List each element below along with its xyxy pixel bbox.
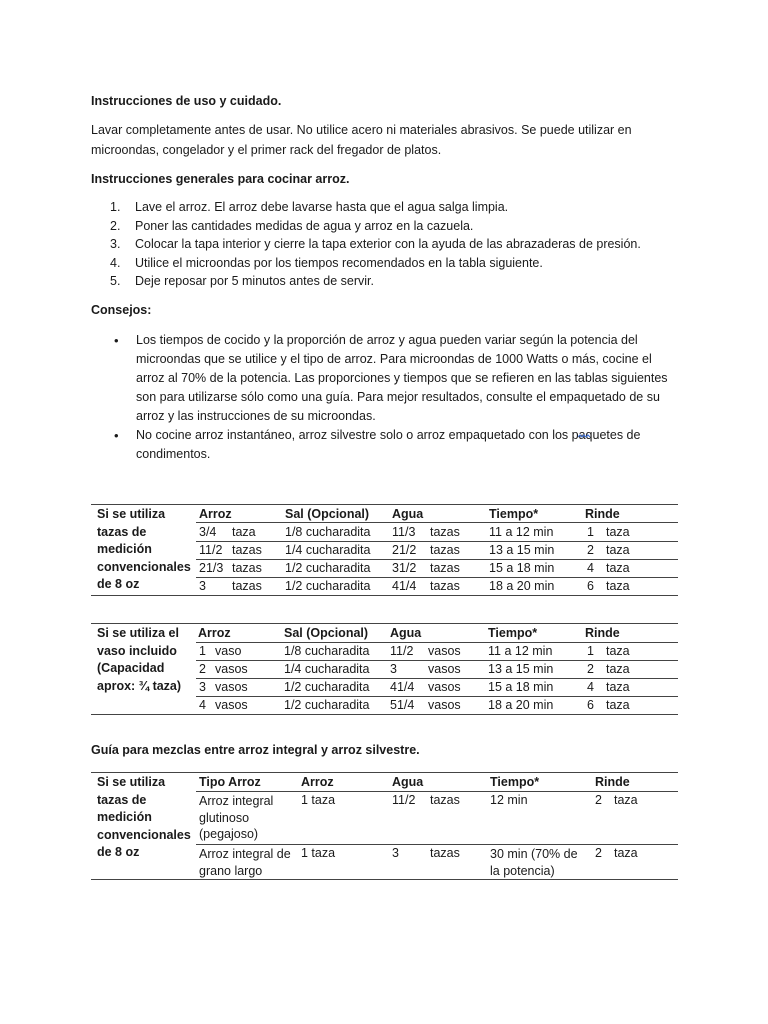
table-cell: vasos (215, 662, 248, 676)
table-cell: 2 (199, 662, 206, 676)
column-header: Rinde (595, 775, 630, 789)
list-item: • Los tiempos de cocido y la proporción de arroz y agua pueden variar según la potencia del microondas que se utilice y el tipo de arroz. Para microondas de 1000 Watts o más, cocine el arroz al 70% de la potencia. Las proporciones y tiempos que se refieren en las tablas siguientes son para utilizarse sólo como una guía. Para mejor resultados, consulte el empaquetado de su arroz y las instrucciones de su microondas. (114, 333, 668, 423)
table-cell: taza (232, 525, 256, 539)
table-cell: taza (606, 644, 630, 658)
rice-mix-table (91, 772, 678, 880)
care-title: Instrucciones de uso y cuidado. (91, 94, 282, 108)
table-cell: 1 taza (301, 846, 336, 860)
table-cell: 1 taza (301, 793, 336, 807)
table-cell: 3 (392, 846, 399, 860)
table-cell: vasos (428, 662, 461, 676)
table-cell: 11/2 (199, 543, 223, 557)
table-cell: tazas (430, 561, 460, 575)
column-header: Sal (Opcional) (285, 507, 370, 521)
care-text: Lavar completamente antes de usar. No utilice acero ni materiales abrasivos. Se puede utilizar en microondas, congelador y el primer rack del fregador de platos. (91, 123, 632, 157)
rice-table-cups (91, 504, 678, 596)
table-label: Si se utiliza tazas de medición convencionales de 8 oz (97, 507, 191, 591)
list-item: 5. Deje reposar por 5 minutos antes de servir. (110, 274, 375, 288)
table-cell: 30 min (70% de la potencia) (490, 847, 578, 878)
table-cell: 1/8 cucharadita (285, 525, 371, 539)
list-item: 1. Lave el arroz. El arroz debe lavarse hasta que el agua salga limpia. (110, 200, 509, 214)
table-cell: 11 a 12 min (488, 644, 553, 658)
table-cell: 11/2 (390, 644, 414, 658)
list-item: 3. Colocar la tapa interior y cierre la tapa exterior con la ayuda de las abrazaderas de presión. (110, 237, 641, 251)
table-cell: 41/4 (392, 579, 417, 593)
column-header: Arroz (198, 626, 231, 640)
table-cell: 51/4 (390, 698, 415, 712)
table-cell: Arroz integral glutinoso (pegajoso) (199, 794, 274, 841)
table-cell: 1/2 cucharadita (285, 561, 371, 575)
column-header: Agua (392, 507, 424, 521)
table-cell: taza (606, 698, 630, 712)
tips-title: Consejos: (91, 303, 152, 317)
table-cell: 6 (587, 579, 594, 593)
table-cell: vaso (215, 644, 242, 658)
table-cell: 13 a 15 min (488, 662, 554, 676)
table-cell: 1 (199, 644, 206, 658)
table-cell: 1 (587, 525, 594, 539)
table-cell: tazas (232, 579, 262, 593)
table-cell: 11/3 (392, 525, 416, 539)
column-header: Rinde (585, 507, 620, 521)
table-cell: taza (606, 680, 630, 694)
table-cell: tazas (232, 561, 262, 575)
table-cell: 1/2 cucharadita (284, 698, 370, 712)
table-cell: 15 a 18 min (488, 680, 554, 694)
table-cell: 11 a 12 min (489, 525, 554, 539)
table-cell: Arroz integral de grano largo (199, 847, 291, 878)
table-cell: 1/4 cucharadita (285, 543, 371, 557)
table-cell: tazas (430, 793, 460, 807)
table-cell: 18 a 20 min (488, 698, 554, 712)
table-cell: 2 (595, 793, 602, 807)
column-header: Arroz (301, 775, 334, 789)
table-cell: 15 a 18 min (489, 561, 555, 575)
table-cell: 2 (587, 543, 594, 557)
column-header: Rinde (585, 626, 620, 640)
table-cell: 4 (587, 680, 594, 694)
table-cell: 21/3 (199, 561, 224, 575)
table-label: Si se utiliza tazas de medición convencionales de 8 oz (97, 775, 191, 859)
table-cell: 13 a 15 min (489, 543, 555, 557)
table-cell: 1/8 cucharadita (284, 644, 370, 658)
mix-title: Guía para mezclas entre arroz integral y arroz silvestre. (91, 743, 420, 757)
table-cell: 18 a 20 min (489, 579, 555, 593)
table-cell: 31/2 (392, 561, 417, 575)
table-cell: vasos (428, 644, 461, 658)
column-header: Agua (390, 626, 422, 640)
table-cell: tazas (430, 543, 460, 557)
table-cell: 1 (587, 644, 594, 658)
table-cell: 21/2 (392, 543, 417, 557)
table-label: Si se utiliza el vaso incluido (Capacidad aprox: ¾ taza) (97, 626, 182, 693)
column-header: Tiempo* (488, 626, 538, 640)
column-header: Sal (Opcional) (284, 626, 369, 640)
table-cell: 1/2 cucharadita (284, 680, 370, 694)
rice-table-glass (91, 623, 678, 715)
table-cell: taza (606, 525, 630, 539)
table-cell: 3 (199, 680, 206, 694)
tips-list (112, 331, 680, 464)
table-cell: taza (606, 561, 630, 575)
column-header: Agua (392, 775, 424, 789)
table-cell: taza (606, 662, 630, 676)
table-cell: vasos (215, 680, 248, 694)
table-cell: 4 (587, 561, 594, 575)
table-cell: 12 min (490, 793, 528, 807)
table-cell: tazas (232, 543, 262, 557)
table-cell: 2 (587, 662, 594, 676)
table-cell: 11/2 (392, 793, 416, 807)
table-cell: 3 (390, 662, 397, 676)
list-item: 2. Poner las cantidades medidas de agua y arroz en la cazuela. (110, 218, 474, 233)
table-cell: 3 (199, 579, 206, 593)
column-header: Arroz (199, 507, 232, 521)
table-cell: tazas (430, 579, 460, 593)
general-title: Instrucciones generales para cocinar arroz. (91, 172, 350, 186)
table-cell: taza (614, 793, 638, 807)
table-cell: vasos (215, 698, 248, 712)
table-cell: 41/4 (390, 680, 415, 694)
list-item: 4. Utilice el microondas por los tiempos recomendados en la tabla siguiente. (110, 255, 543, 270)
table-cell: tazas (430, 846, 460, 860)
table-cell: taza (606, 579, 630, 593)
column-header: Tiempo* (490, 775, 540, 789)
column-header: Tipo Arroz (199, 775, 261, 789)
column-header: Tiempo* (489, 507, 539, 521)
table-cell: tazas (430, 525, 460, 539)
table-cell: 1/4 cucharadita (284, 662, 370, 676)
table-cell: vasos (428, 698, 461, 712)
table-cell: taza (614, 846, 638, 860)
table-cell: 1/2 cucharadita (285, 579, 371, 593)
table-cell: taza (606, 543, 630, 557)
list-item: • No cocine arroz instantáneo, arroz silvestre solo o arroz empaquetado con los paquetes de condimentos. (114, 428, 641, 461)
table-cell: vasos (428, 680, 461, 694)
table-cell: 4 (199, 698, 206, 712)
spellcheck-mark (578, 433, 590, 439)
table-cell: 3/4 (199, 525, 217, 539)
table-cell: 2 (595, 846, 602, 860)
table-cell: 6 (587, 698, 594, 712)
steps-list (110, 198, 641, 291)
